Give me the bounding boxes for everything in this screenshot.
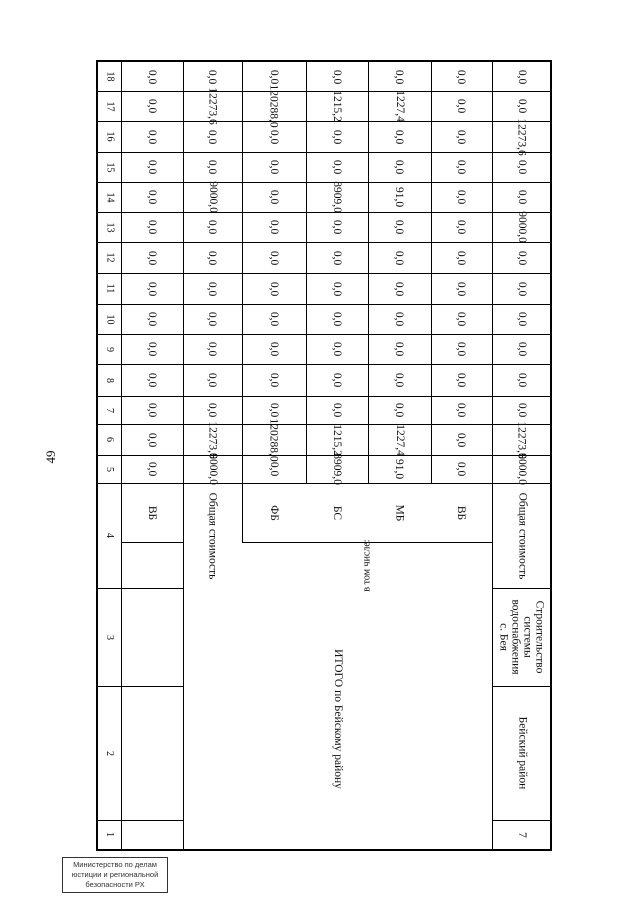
source-label-text: Общая стоимость	[516, 492, 529, 579]
table-cell	[492, 242, 552, 273]
table-cell-text: 0,0	[206, 69, 219, 84]
table-cell	[183, 152, 242, 182]
table-cell-text: 0,0	[268, 311, 280, 327]
table-cell	[121, 396, 183, 424]
grid-line	[121, 542, 183, 543]
table-cell	[183, 364, 242, 396]
column-number	[98, 424, 121, 455]
column-number	[98, 304, 121, 334]
table-cell-text: 0,0	[455, 432, 468, 447]
table-cell-text: 0,0	[331, 219, 343, 235]
table-cell-text: 0,0	[146, 372, 158, 388]
in-that-number-text: в том числе:	[361, 538, 373, 592]
table-cell	[183, 334, 242, 364]
table-cell-text: 0,0	[393, 129, 406, 144]
table-cell	[492, 91, 552, 121]
table-cell-text: 0,0	[516, 372, 528, 388]
table-cell-text: 120288,0	[268, 417, 280, 462]
table-cell	[242, 334, 306, 364]
table-cell-text: 0,0	[516, 341, 528, 357]
table-cell	[242, 417, 306, 462]
table-cell-text: 0,0	[393, 250, 406, 265]
table-cell	[242, 121, 306, 152]
table-cell	[121, 334, 183, 364]
table-cell-text: 0,0	[268, 69, 280, 84]
column-number-text: 11	[103, 283, 115, 294]
table-cell-text: 0,0	[331, 341, 343, 357]
table-cell	[431, 91, 492, 121]
table-cell-text: 0,0	[331, 129, 343, 144]
table-cell-text: 0,0	[268, 250, 280, 265]
table-cell-text: 1227,4	[393, 423, 406, 456]
table-cell	[431, 334, 492, 364]
table-cell-text: 0,0	[268, 372, 280, 388]
table-cell	[242, 364, 306, 396]
table-cell	[306, 242, 368, 273]
table-cell	[183, 121, 242, 152]
source-label	[306, 483, 368, 542]
table-cell	[183, 87, 242, 125]
budget-table	[96, 60, 552, 851]
table-cell	[306, 304, 368, 334]
table-cell	[306, 182, 368, 212]
table-cell-text: 0,0	[206, 372, 219, 388]
table-cell-text: 0,0	[455, 129, 468, 144]
column-number-text: 7	[104, 407, 115, 413]
source-label	[183, 483, 242, 588]
table-cell	[242, 152, 306, 182]
table-cell-text: 0,0	[206, 219, 219, 235]
table-cell-text: 0,0	[455, 250, 468, 265]
table-cell	[121, 455, 183, 483]
table-cell-text: 0,0	[393, 402, 406, 418]
total-label-text: ИТОГО по Бейскому району	[331, 648, 344, 789]
table-cell-text: 0,0	[146, 98, 158, 114]
table-cell	[121, 121, 183, 152]
table-cell-text: 0,0	[268, 129, 280, 144]
table-cell-text: 12273,6	[206, 87, 219, 125]
table-cell-text: 0,0	[455, 69, 468, 84]
table-cell-text: 0,0	[268, 219, 280, 235]
table-cell-text: 0,0	[393, 311, 406, 327]
table-cell-text: 0,0	[393, 341, 406, 357]
table-cell	[121, 91, 183, 121]
table-cell-text: 0,0	[455, 219, 468, 235]
column-number	[98, 588, 121, 686]
table-cell-text: 120288,0	[268, 84, 280, 128]
table-cell	[431, 273, 492, 304]
object-name	[492, 588, 552, 686]
table-cell-text: 9000,0	[206, 181, 219, 213]
table-cell-text: 0,0	[146, 189, 158, 205]
source-label	[368, 483, 431, 542]
table-cell-text: 0,0	[206, 341, 219, 357]
table-cell-text: 0,0	[268, 461, 280, 477]
table-cell-text: 12273,6	[206, 420, 219, 459]
table-cell	[183, 304, 242, 334]
table-cell	[492, 273, 552, 304]
column-number	[98, 396, 121, 424]
table-cell-text: 0,0	[268, 189, 280, 205]
table-cell-text: 0,0	[516, 98, 528, 114]
table-cell	[368, 242, 431, 273]
table-cell	[242, 212, 306, 242]
table-cell	[492, 212, 552, 242]
column-number-text: 5	[104, 466, 115, 472]
object-name-text: Строительство системы водоснабжения с. Бея	[498, 599, 547, 675]
column-number	[98, 820, 121, 849]
source-label	[492, 483, 552, 588]
table-cell	[368, 212, 431, 242]
table-cell	[431, 304, 492, 334]
table-cell-text: 0,0	[455, 402, 468, 418]
table-cell	[183, 182, 242, 212]
table-cell-text: 12273,6	[516, 117, 528, 156]
column-number	[98, 364, 121, 396]
table-cell-text: 0,0	[455, 98, 468, 114]
table-cell	[368, 396, 431, 424]
source-label	[431, 483, 492, 542]
table-cell	[431, 424, 492, 455]
row-number	[492, 820, 552, 849]
table-cell	[242, 242, 306, 273]
district-name	[492, 686, 552, 820]
source-label	[242, 483, 306, 542]
source-label-text: ВБ	[146, 505, 158, 520]
table-cell-text: 0,0	[455, 281, 468, 296]
source-label-text: ФБ	[267, 504, 280, 521]
table-cell	[368, 273, 431, 304]
table-cell	[183, 396, 242, 424]
table-cell-text: 0,0	[516, 250, 528, 265]
table-cell	[306, 62, 368, 91]
table-cell-text: 0,0	[455, 461, 468, 477]
table-cell-text: 0,0	[455, 341, 468, 357]
stamp-line: безопасности РХ	[85, 880, 145, 889]
table-cell-text: 0,0	[393, 69, 406, 84]
column-number-text: 14	[104, 192, 115, 202]
table-cell-text: 0,0	[393, 219, 406, 235]
table-cell-text: 0,0	[331, 281, 343, 296]
table-cell-text: 0,0	[455, 189, 468, 205]
source-label-text: Общая стоимость	[206, 492, 219, 579]
total-label	[183, 588, 492, 849]
table-cell-text: 0,0	[146, 281, 158, 296]
table-cell-text: 0,0	[146, 461, 158, 477]
column-number-text: 18	[104, 71, 115, 82]
table-cell	[431, 364, 492, 396]
table-cell	[368, 62, 431, 91]
table-cell	[306, 91, 368, 121]
table-cell	[431, 455, 492, 483]
column-number	[98, 686, 121, 820]
table-cell-text: 91,0	[393, 186, 406, 208]
table-cell	[431, 396, 492, 424]
table-cell-text: 0,0	[331, 372, 343, 388]
table-cell-text: 0,0	[516, 281, 528, 296]
table-cell	[431, 182, 492, 212]
table-cell-text: 1215,2	[331, 423, 343, 456]
table-cell-text: 0,0	[331, 69, 343, 84]
table-cell	[431, 242, 492, 273]
table-cell-text: 0,0	[331, 250, 343, 265]
stamp-line: Министерство по делам	[73, 860, 157, 869]
table-cell-text: 1227,4	[393, 90, 406, 122]
table-cell	[492, 364, 552, 396]
table-cell	[183, 420, 242, 459]
table-cell-text: 0,0	[146, 432, 158, 447]
table-cell-text: 0,0	[331, 159, 343, 175]
table-cell	[306, 334, 368, 364]
table-cell	[306, 121, 368, 152]
column-number-text: 17	[104, 101, 115, 111]
column-number	[98, 334, 121, 364]
column-number	[98, 212, 121, 242]
table-cell-text: 0,0	[146, 250, 158, 265]
row-number-text: 7	[516, 831, 528, 838]
table-cell	[121, 62, 183, 91]
table-cell	[121, 364, 183, 396]
table-cell	[492, 152, 552, 182]
table-cell-text: 0,0	[455, 311, 468, 327]
table-cell	[242, 84, 306, 128]
table-cell-text: 0,0	[455, 372, 468, 388]
table-cell	[306, 424, 368, 455]
table-cell	[242, 455, 306, 483]
source-label-text: ВБ	[455, 505, 468, 520]
table-cell	[306, 364, 368, 396]
table-cell	[368, 304, 431, 334]
table-cell-text: 1215,2	[331, 90, 343, 122]
table-cell-text: 0,0	[516, 159, 528, 175]
table-cell	[492, 62, 552, 91]
table-cell	[306, 396, 368, 424]
column-number-text: 8	[104, 377, 115, 383]
table-cell	[242, 304, 306, 334]
table-cell	[492, 420, 552, 459]
table-cell	[431, 121, 492, 152]
column-number	[98, 182, 121, 212]
table-cell-text: 0,0	[268, 281, 280, 296]
stamp	[62, 857, 168, 893]
table-cell-text: 0,0	[206, 159, 219, 175]
table-cell	[492, 182, 552, 212]
column-number-text: 9	[104, 346, 115, 352]
table-cell	[368, 152, 431, 182]
table-cell	[183, 212, 242, 242]
in-that-number	[242, 538, 492, 592]
column-number	[98, 273, 121, 304]
table-cell-text: 0,0	[146, 69, 158, 84]
table-cell-text: 0,0	[206, 311, 219, 327]
table-cell-text: 0,0	[516, 189, 528, 205]
table-cell	[121, 242, 183, 273]
table-cell	[306, 152, 368, 182]
table-cell	[121, 152, 183, 182]
table-cell-text: 0,0	[146, 129, 158, 144]
table-cell-text: 0,0	[206, 250, 219, 265]
table-cell	[492, 455, 552, 483]
source-label-text: МБ	[393, 504, 406, 521]
table-cell	[121, 182, 183, 212]
table-cell	[242, 273, 306, 304]
table-cell	[368, 455, 431, 483]
column-number	[98, 455, 121, 483]
table-cell-text: 0,0	[331, 402, 343, 418]
table-cell-text: 0,0	[393, 372, 406, 388]
table-cell-text: 0,0	[516, 402, 528, 418]
table-cell	[121, 212, 183, 242]
table-cell	[306, 212, 368, 242]
district-name-text: Бейский район	[516, 716, 528, 790]
table-cell-text: 8909,0	[331, 181, 343, 213]
table-cell-text: 0,0	[146, 311, 158, 327]
table-cell	[492, 117, 552, 156]
table-cell	[368, 182, 431, 212]
table-cell-text: 0,0	[268, 402, 280, 418]
table-cell-text: 0,0	[455, 159, 468, 175]
table-cell-text: 9000,0	[206, 453, 219, 485]
column-number	[98, 242, 121, 273]
table-cell-text: 0,0	[146, 341, 158, 357]
table-cell-text: 0,0	[206, 402, 219, 418]
table-cell	[368, 91, 431, 121]
table-cell	[431, 152, 492, 182]
table-cell	[492, 396, 552, 424]
table-cell	[368, 334, 431, 364]
table-cell	[183, 242, 242, 273]
table-cell	[183, 455, 242, 483]
column-number-text: 6	[104, 437, 115, 442]
column-number-text: 1	[104, 832, 115, 837]
column-number	[98, 121, 121, 152]
table-cell	[306, 455, 368, 483]
table-cell-text: 0,0	[331, 311, 343, 327]
column-number-text: 4	[104, 533, 115, 538]
table-cell	[368, 121, 431, 152]
column-number-text: 12	[104, 252, 115, 263]
table-cell-text: 8909,0	[331, 453, 343, 485]
table-cell	[121, 304, 183, 334]
table-cell	[492, 334, 552, 364]
table-cell-text: 0,0	[206, 281, 219, 296]
table-cell	[242, 182, 306, 212]
table-cell-text: 0,0	[393, 159, 406, 175]
table-cell-text: 12273,6	[516, 420, 528, 459]
table-cell	[306, 273, 368, 304]
table-cell-text: 0,0	[516, 311, 528, 327]
page-number: 49	[43, 450, 58, 464]
column-number	[98, 483, 121, 588]
column-number	[98, 62, 121, 91]
table-cell-text: 0,0	[146, 159, 158, 175]
column-number-text: 16	[104, 131, 115, 142]
table-cell-text: 0,0	[206, 129, 219, 144]
table-cell-text: 9000,0	[516, 453, 528, 485]
column-number-text: 13	[104, 222, 115, 232]
table-cell	[431, 62, 492, 91]
source-label-text: БС	[330, 505, 343, 520]
table-cell	[368, 424, 431, 455]
column-number-text: 2	[104, 750, 115, 756]
table-cell	[492, 304, 552, 334]
table-cell-text: 0,0	[146, 219, 158, 235]
column-number	[98, 152, 121, 182]
table-cell	[121, 273, 183, 304]
table-cell-text: 0,0	[393, 281, 406, 296]
table-cell-text: 91,0	[393, 458, 406, 480]
table-cell-text: 9000,0	[516, 211, 528, 243]
table-cell	[121, 424, 183, 455]
table-cell	[183, 273, 242, 304]
table-cell-text: 0,0	[516, 69, 528, 84]
column-number-text: 3	[104, 634, 115, 640]
table-cell-text: 0,0	[146, 402, 158, 418]
table-cell	[431, 212, 492, 242]
stamp-line: юстиции и региональной	[71, 870, 159, 879]
source-label	[121, 483, 183, 542]
table-cell-text: 0,0	[268, 159, 280, 175]
table-cell	[368, 364, 431, 396]
column-number	[98, 91, 121, 121]
column-number-text: 15	[104, 162, 115, 172]
table-cell-text: 0,0	[268, 341, 280, 357]
column-number-text: 10	[104, 314, 115, 324]
